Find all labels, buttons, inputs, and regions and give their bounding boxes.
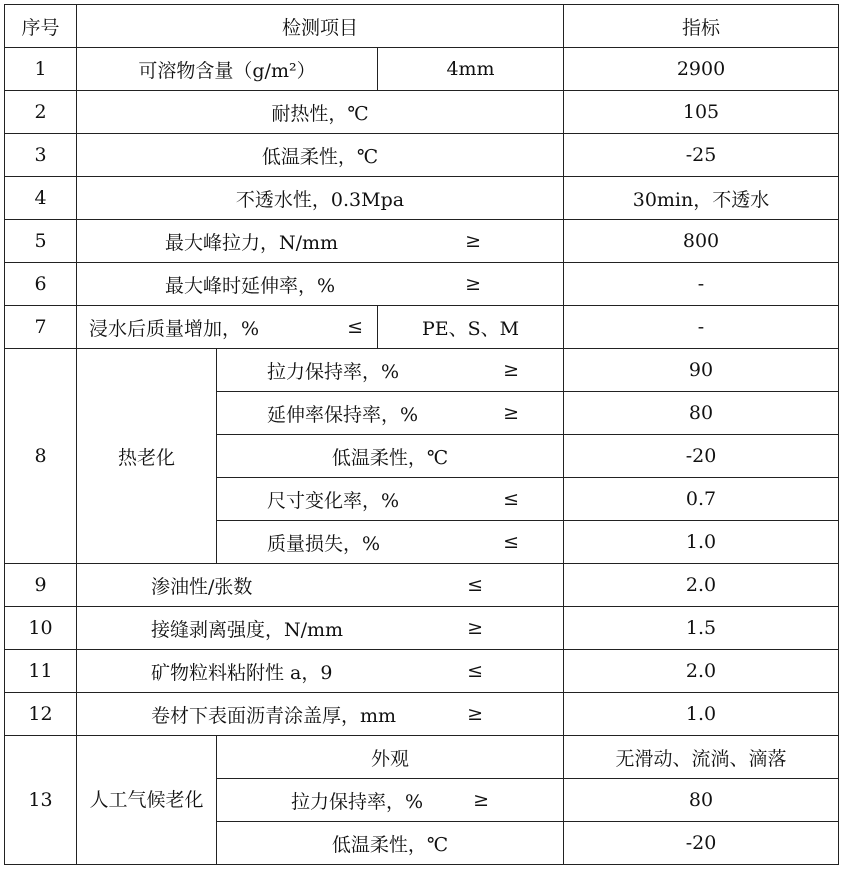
row-item-cell xyxy=(217,478,564,521)
row-value: 2.0 xyxy=(564,564,839,607)
row-value: 2.0 xyxy=(564,650,839,693)
table-row xyxy=(5,220,839,263)
row-item-cell xyxy=(77,650,564,693)
table-row xyxy=(5,736,839,779)
row-sub: PE、S、M xyxy=(378,306,564,349)
row-value: 80 xyxy=(564,779,839,822)
row-no: 9 xyxy=(5,564,77,607)
group-label: 人工气候老化 xyxy=(77,736,217,865)
spec-table xyxy=(4,4,839,865)
row-no: 5 xyxy=(5,220,77,263)
table-row xyxy=(5,564,839,607)
row-item: 拉力保持率，% xyxy=(291,790,424,813)
row-value: - xyxy=(564,306,839,349)
row-value: 0.7 xyxy=(564,478,839,521)
row-no: 10 xyxy=(5,607,77,650)
row-item-cell xyxy=(217,392,564,435)
row-item: 外观 xyxy=(217,736,564,779)
row-item: 延伸率保持率，% xyxy=(267,403,419,426)
row-no: 7 xyxy=(5,306,77,349)
row-value: 1.0 xyxy=(564,521,839,564)
row-operator: ≥ xyxy=(503,359,519,381)
header-index: 指标 xyxy=(564,5,839,48)
row-operator: ≥ xyxy=(467,703,483,725)
row-value: -25 xyxy=(564,134,839,177)
table-row xyxy=(5,650,839,693)
row-item-cell xyxy=(77,306,378,349)
row-item-cell xyxy=(77,607,564,650)
row-value: 90 xyxy=(564,349,839,392)
row-operator: ≥ xyxy=(465,273,481,295)
row-value: - xyxy=(564,263,839,306)
row-item: 接缝剥离强度，N/mm xyxy=(151,618,344,641)
row-no: 8 xyxy=(5,349,77,564)
table-row xyxy=(5,177,839,220)
row-item: 质量损失，% xyxy=(267,532,381,555)
row-item: 浸水后质量增加，% xyxy=(89,317,260,340)
row-item: 耐热性，℃ xyxy=(77,91,564,134)
row-operator: ≤ xyxy=(503,488,519,510)
header-row xyxy=(5,5,839,48)
row-no: 13 xyxy=(5,736,77,865)
table-row xyxy=(5,349,839,392)
row-operator: ≤ xyxy=(467,574,483,596)
row-value: 800 xyxy=(564,220,839,263)
row-operator: ≥ xyxy=(465,230,481,252)
table-row xyxy=(5,91,839,134)
row-item: 最大峰时延伸率，% xyxy=(165,274,336,297)
row-item: 可溶物含量（g/m²） xyxy=(77,48,378,91)
row-value: 2900 xyxy=(564,48,839,91)
row-value: 80 xyxy=(564,392,839,435)
row-item-cell xyxy=(217,779,564,822)
row-item-cell xyxy=(217,521,564,564)
row-no: 11 xyxy=(5,650,77,693)
table-row xyxy=(5,134,839,177)
row-item: 低温柔性，℃ xyxy=(77,134,564,177)
row-value: 无滑动、流淌、滴落 xyxy=(564,736,839,779)
row-no: 12 xyxy=(5,693,77,736)
row-value: 105 xyxy=(564,91,839,134)
row-item: 矿物粒料粘附性 a，9 xyxy=(151,661,333,684)
row-value: -20 xyxy=(564,822,839,865)
row-item-cell xyxy=(217,349,564,392)
table-row xyxy=(5,693,839,736)
table-row xyxy=(5,607,839,650)
row-item: 卷材下表面沥青涂盖厚，mm xyxy=(151,704,397,727)
row-no: 6 xyxy=(5,263,77,306)
row-item: 尺寸变化率，% xyxy=(267,489,400,512)
row-item: 低温柔性，℃ xyxy=(217,435,564,478)
row-value: 30min，不透水 xyxy=(564,177,839,220)
row-operator: ≤ xyxy=(503,531,519,553)
row-value: -20 xyxy=(564,435,839,478)
row-no: 1 xyxy=(5,48,77,91)
row-item-cell xyxy=(77,564,564,607)
row-no: 2 xyxy=(5,91,77,134)
row-item: 不透水性，0.3Mpa xyxy=(77,177,564,220)
row-value: 1.0 xyxy=(564,693,839,736)
row-no: 3 xyxy=(5,134,77,177)
row-item-cell xyxy=(77,220,564,263)
row-item: 拉力保持率，% xyxy=(267,360,400,383)
row-item-cell xyxy=(77,693,564,736)
row-item: 渗油性/张数 xyxy=(151,575,253,598)
row-operator: ≥ xyxy=(503,402,519,424)
row-operator: ≥ xyxy=(473,789,489,811)
table-row xyxy=(5,306,839,349)
table-row xyxy=(5,48,839,91)
header-no: 序号 xyxy=(5,5,77,48)
row-item: 最大峰拉力，N/mm xyxy=(165,231,339,254)
row-item: 低温柔性，℃ xyxy=(217,822,564,865)
row-value: 1.5 xyxy=(564,607,839,650)
header-item: 检测项目 xyxy=(77,5,564,48)
group-label: 热老化 xyxy=(77,349,217,564)
row-sub: 4mm xyxy=(378,48,564,91)
row-no: 4 xyxy=(5,177,77,220)
row-operator: ≥ xyxy=(467,617,483,639)
row-item-cell xyxy=(77,263,564,306)
row-operator: ≤ xyxy=(347,316,363,338)
row-operator: ≤ xyxy=(467,660,483,682)
table-row xyxy=(5,263,839,306)
